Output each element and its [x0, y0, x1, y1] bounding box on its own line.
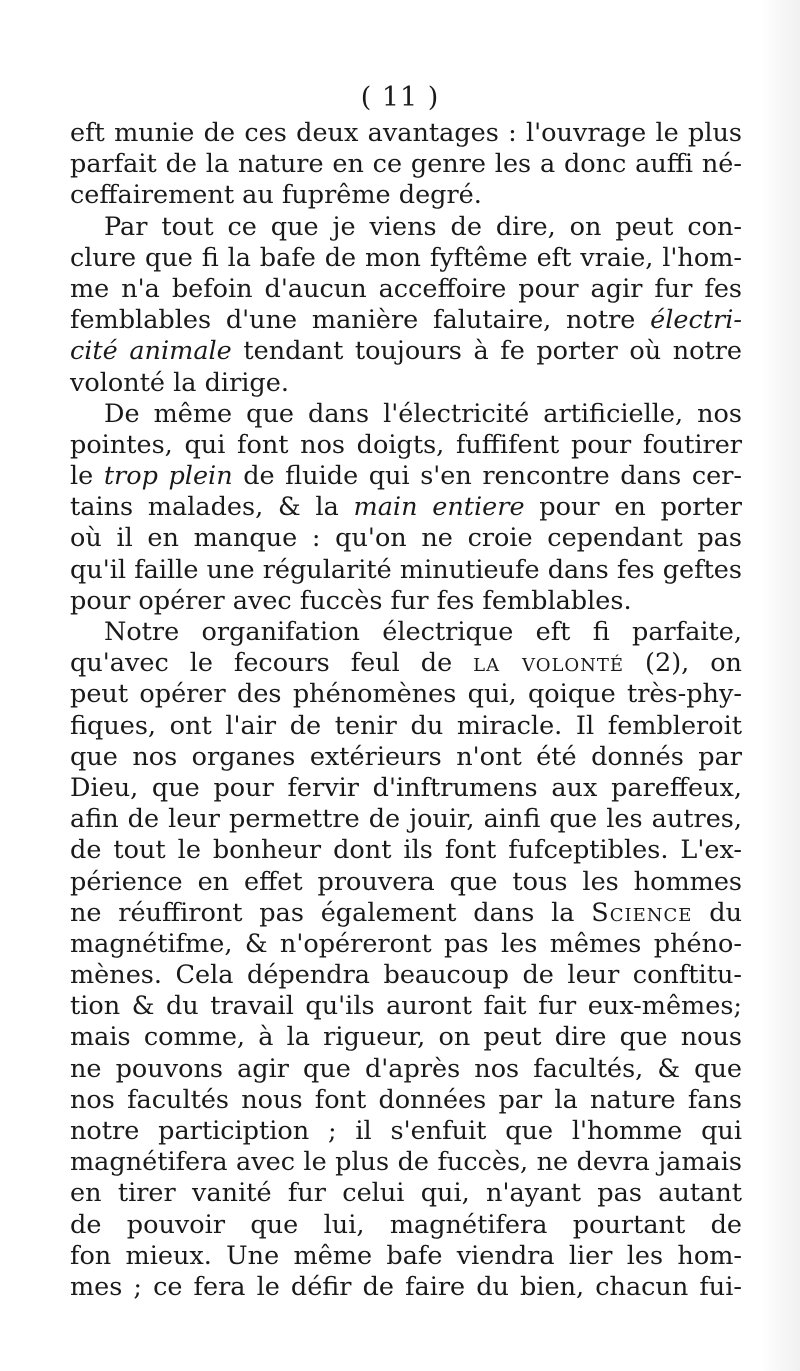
- page-number: ( 11 ): [360, 82, 440, 113]
- text-line: [70, 586, 742, 617]
- text-segment: nos facultés nous font données par la nature fans: [70, 1084, 742, 1115]
- text-line: [70, 243, 742, 274]
- text-line: [70, 1054, 742, 1085]
- text-line: [70, 711, 742, 742]
- text-segment: ne réuffiront pas également dans la: [70, 897, 592, 928]
- text-line: [70, 523, 742, 554]
- italic-text: électri-: [650, 305, 742, 336]
- text-line: [70, 555, 742, 586]
- text-segment: me n'a befoin d'aucun acceffoire pour agir fur fes: [70, 273, 742, 304]
- text-line: [70, 1085, 742, 1116]
- text-line: [70, 835, 742, 866]
- text-segment: fon mieux. Une même bafe viendra lier les hom-: [70, 1240, 742, 1271]
- text-line: [70, 1178, 742, 1209]
- text-segment: eft munie de ces deux avantages : l'ouvrage le plus: [70, 118, 742, 148]
- text-segment: ceffairement au fuprême degré.: [70, 180, 482, 211]
- text-line: [70, 679, 742, 710]
- text-line: [70, 960, 742, 991]
- text-segment: notre particiption ; il s'enfuit que l'homme qui: [70, 1116, 742, 1146]
- text-segment: (2), on: [624, 648, 742, 679]
- text-segment: Par tout ce que je viens de dire, on peut con-: [104, 211, 742, 242]
- text-line: [70, 368, 742, 399]
- text-line: [70, 274, 742, 305]
- text-segment: volonté la dirige.: [70, 367, 289, 398]
- text-line: [70, 180, 742, 211]
- text-segment: magnétifme, & n'opéreront pas les mêmes phéno-: [70, 928, 742, 959]
- text-line: [70, 617, 742, 648]
- text-segment: mes ; ce fera le défir de faire du bien, chacun fui-: [70, 1271, 742, 1302]
- italic-text: cité animale: [70, 336, 232, 367]
- text-segment: parfait de la nature en ce genre les a donc auffi né-: [70, 149, 742, 180]
- text-segment: De même que dans l'électricité artificielle, nos: [104, 398, 742, 429]
- page-edge-shadow: [760, 0, 800, 1371]
- text-segment: le: [70, 461, 104, 492]
- text-line: [70, 461, 742, 492]
- text-line: [70, 1272, 742, 1303]
- text-line: [70, 430, 742, 461]
- text-segment: ne pouvons agir que d'après nos facultés, & que: [70, 1053, 742, 1084]
- text-segment: de tout le bonheur dont ils font fufceptibles. L'ex-: [70, 835, 742, 866]
- text-segment: qu'il faille une régularité minutieufe dans fes geftes: [70, 554, 742, 585]
- body-text: [70, 118, 742, 1303]
- text-line: [70, 1147, 742, 1178]
- text-segment: Notre organifation électrique eft fi parfaite,: [104, 617, 742, 647]
- text-segment: où il en manque : qu'on ne croie cependant pas: [70, 523, 742, 554]
- text-segment: pour en porter: [524, 492, 742, 523]
- text-line: [70, 804, 742, 835]
- text-segment: peut opérer des phénomènes qui, qoique très-phy-: [70, 679, 742, 710]
- text-line: [70, 1116, 742, 1147]
- italic-text: main entiere: [353, 492, 525, 523]
- text-line: [70, 492, 742, 523]
- text-line: [70, 929, 742, 960]
- text-segment: périence en effet prouvera que tous les hommes: [70, 866, 742, 897]
- text-line: [70, 742, 742, 773]
- text-segment: clure que fi la bafe de mon fyftême eft vraie, l'hom-: [70, 242, 742, 273]
- text-line: [70, 648, 742, 679]
- text-line: [70, 149, 742, 180]
- text-segment: afin de leur permettre de jouir, ainfi que les autres,: [70, 804, 742, 835]
- text-line: [70, 1210, 742, 1241]
- text-line: [70, 898, 742, 929]
- text-segment: du: [692, 897, 742, 928]
- text-segment: mènes. Cela dépendra beaucoup de leur conftitu-: [70, 960, 742, 991]
- text-segment: Dieu, que pour fervir d'inftrumens aux pareffeux,: [70, 772, 742, 803]
- text-segment: de pouvoir que lui, magnétifera pourtant de: [70, 1209, 742, 1240]
- text-line: [70, 399, 742, 430]
- text-segment: tains malades, & la: [70, 492, 354, 523]
- text-segment: de fluide qui s'en rencontre dans cer-: [232, 461, 742, 492]
- text-line: [70, 1022, 742, 1053]
- text-segment: fiques, ont l'air de tenir du miracle. Il fembleroit: [70, 710, 742, 741]
- text-segment: tion & du travail qu'ils auront fait fur eux-mêmes;: [70, 991, 742, 1022]
- text-line: [70, 1241, 742, 1272]
- text-line: [70, 118, 742, 149]
- text-segment: en tirer vanité fur celui qui, n'ayant pas autant: [70, 1178, 742, 1209]
- text-line: [70, 336, 742, 367]
- text-segment: que nos organes extérieurs n'ont été donnés par: [70, 741, 742, 772]
- text-segment: qu'avec le fecours feul de: [70, 648, 474, 679]
- text-line: [70, 867, 742, 898]
- text-line: [70, 212, 742, 243]
- text-line: [70, 773, 742, 804]
- small-caps-text: la volonté: [473, 648, 625, 679]
- text-segment: femblables d'une manière falutaire, notre: [70, 305, 651, 336]
- small-caps-text: Science: [591, 897, 693, 928]
- text-segment: pour opérer avec fuccès fur fes femblables.: [70, 585, 632, 616]
- text-line: [70, 991, 742, 1022]
- italic-text: trop plein: [103, 461, 233, 492]
- text-segment: pointes, qui font nos doigts, fuffifent pour foutirer: [70, 429, 742, 460]
- text-segment: mais comme, à la rigueur, on peut dire que nous: [70, 1022, 742, 1053]
- text-segment: tendant toujours à fe porter où notre: [231, 336, 742, 367]
- text-segment: magnétifera avec le plus de fuccès, ne devra jamais: [70, 1147, 742, 1178]
- text-line: [70, 305, 742, 336]
